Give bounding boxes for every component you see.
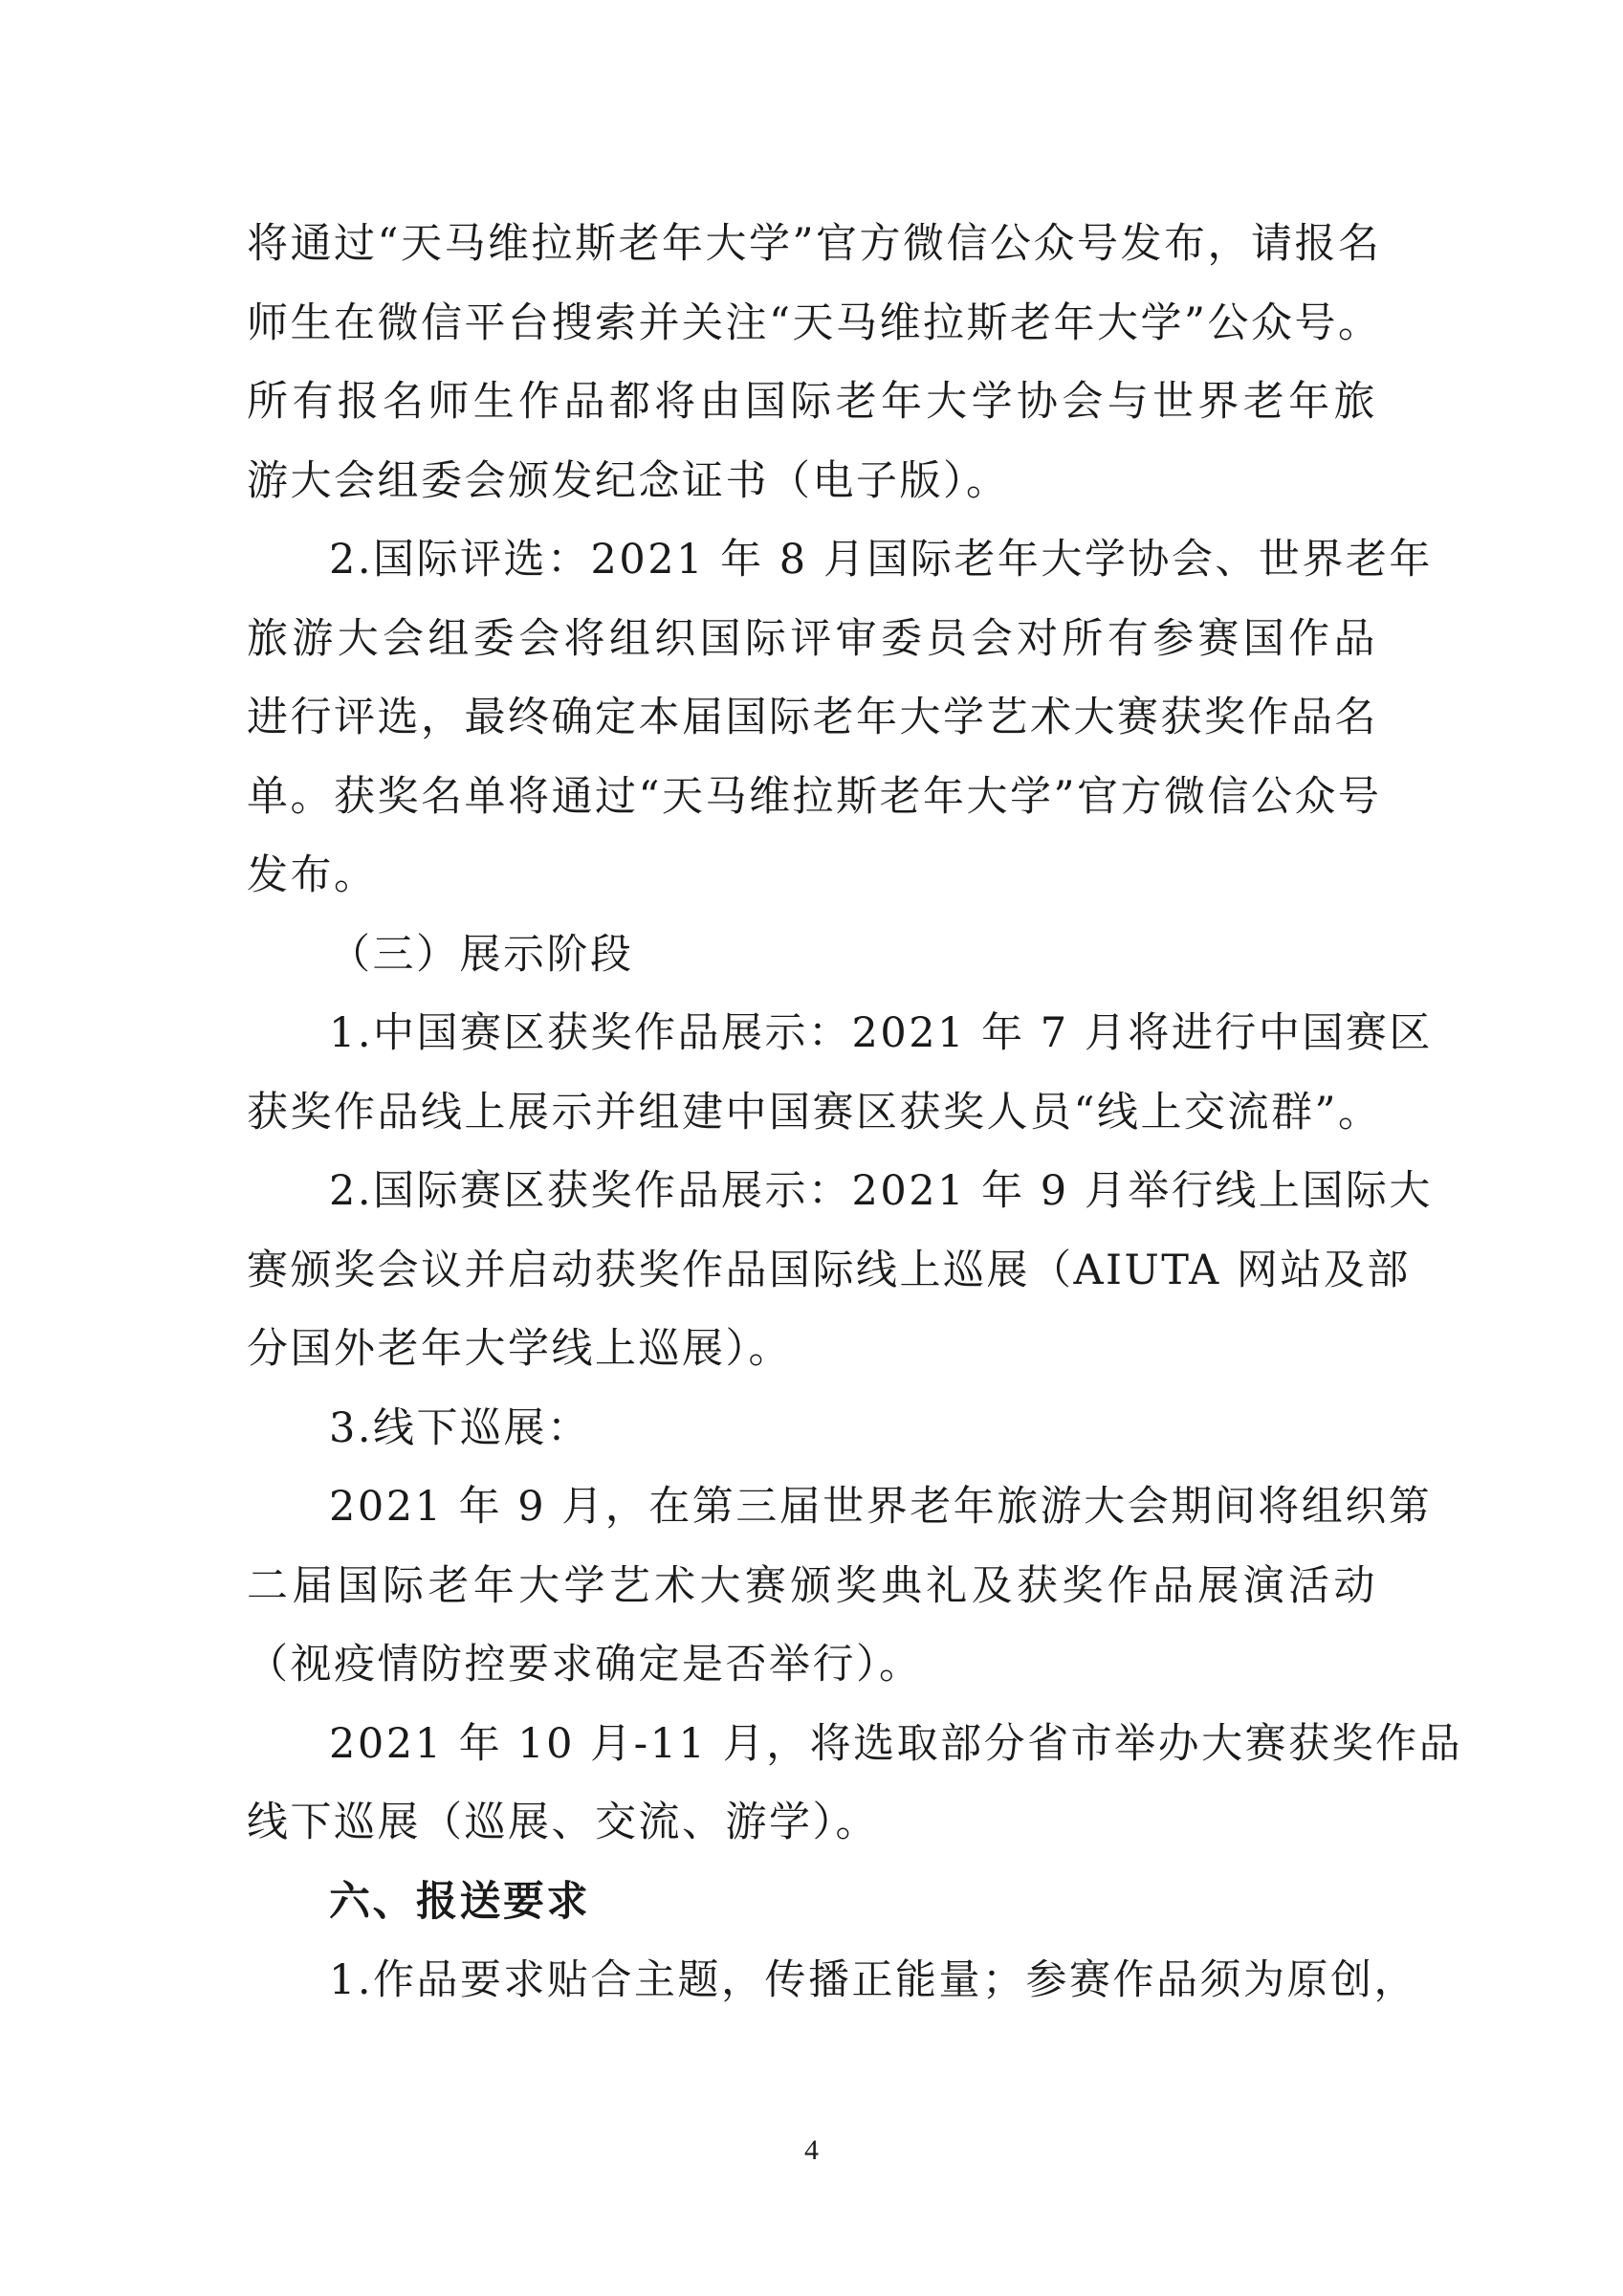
text-line: 进行评选，最终确定本届国际老年大学艺术大赛获奖作品名 (247, 694, 1378, 741)
text-line: （视疫情防控要求确定是否举行）。 (247, 1641, 923, 1689)
text-line: 赛颁奖会议并启动获奖作品国际线上巡展（AIUTA 网站及部 (247, 1247, 1411, 1294)
section-subheading: （三）展示阶段 (329, 931, 634, 979)
text-line: 2021 年 9 月，在第三届世界老年旅游大会期间将组织第 (329, 1483, 1433, 1531)
text-line: 所有报名师生作品都将由国际老年大学协会与世界老年旅 (247, 378, 1377, 426)
text-line: 旅游大会组委会将组织国际评审委员会对所有参赛国作品 (247, 615, 1377, 663)
text-line: 3.线下巡展： (329, 1404, 591, 1452)
page-number: 4 (804, 2134, 819, 2166)
section-heading: 六、报送要求 (329, 1878, 590, 1926)
text-line: 师生在微信平台搜索并关注“天马维拉斯老年大学”公众号。 (247, 299, 1382, 347)
text-line: 2.国际评选：2021 年 8 月国际老年大学协会、世界老年 (329, 536, 1433, 584)
text-line: 1.作品要求贴合主题，传播正能量；参赛作品须为原创， (329, 1956, 1418, 2004)
text-line: 获奖作品线上展示并组建中国赛区获奖人员“线上交流群”。 (247, 1089, 1382, 1137)
text-line: 游大会组委会颁发纪念证书（电子版）。 (247, 457, 1010, 505)
text-line: 二届国际老年大学艺术大赛颁奖典礼及获奖作品展演活动 (247, 1562, 1377, 1610)
text-line: 将通过“天马维拉斯老年大学”官方微信公众号发布，请报名 (247, 220, 1382, 268)
text-line: 发布。 (247, 851, 378, 899)
text-line: 线下巡展（巡展、交流、游学）。 (247, 1799, 879, 1846)
text-line: 1.中国赛区获奖作品展示：2021 年 7 月将进行中国赛区 (329, 1009, 1433, 1057)
text-line: 2021 年 10 月-11 月，将选取部分省市举办大赛获奖作品 (329, 1720, 1463, 1768)
text-line: 2.国际赛区获奖作品展示：2021 年 9 月举行线上国际大 (329, 1167, 1433, 1215)
text-line: 分国外老年大学线上巡展）。 (247, 1325, 792, 1373)
text-line: 单。获奖名单将通过“天马维拉斯老年大学”官方微信公众号 (247, 773, 1382, 821)
